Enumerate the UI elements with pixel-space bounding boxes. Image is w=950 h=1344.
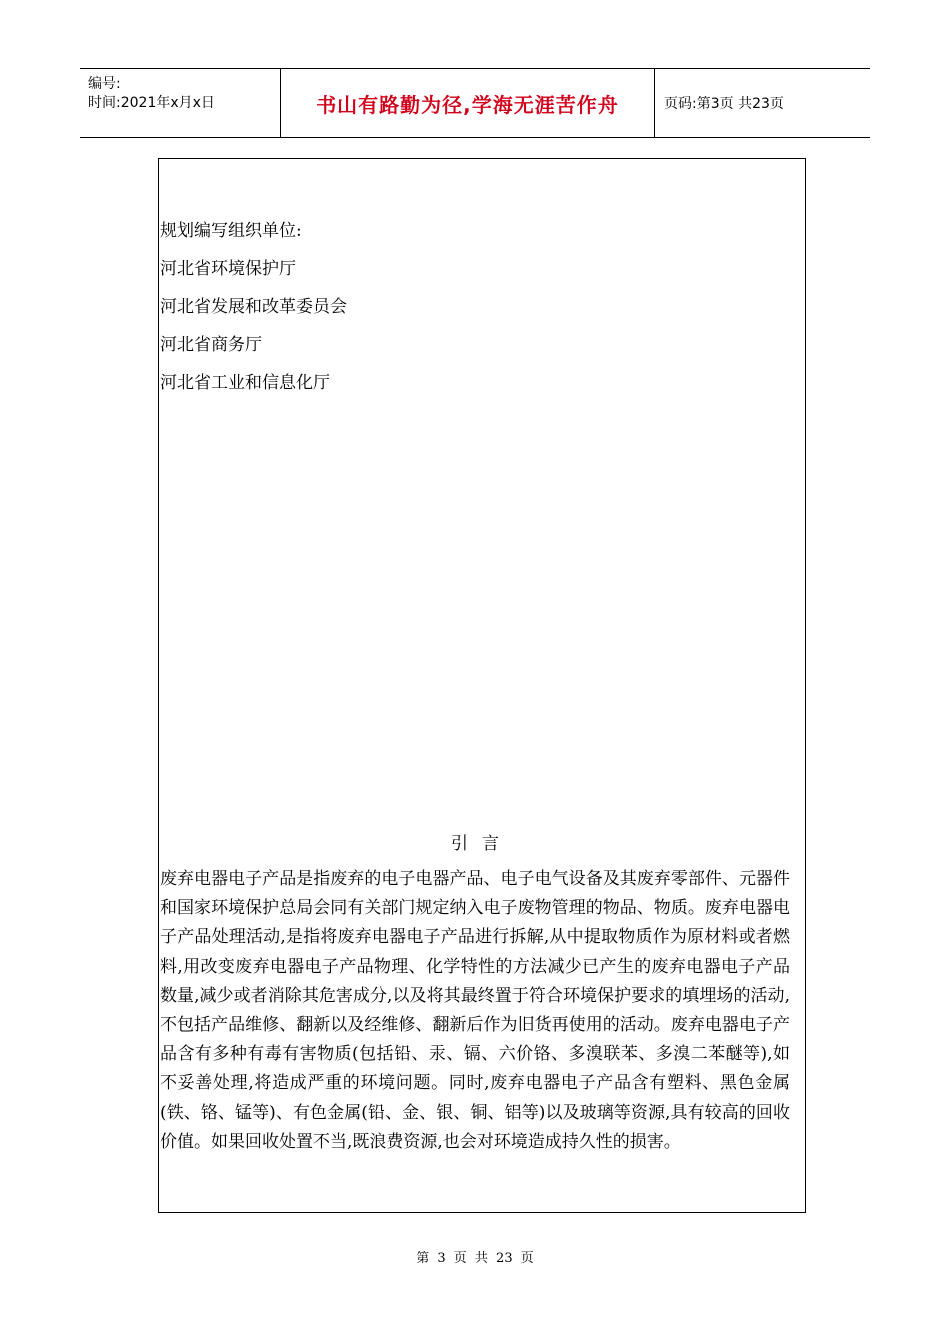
intro-paragraph: 废弃电器电子产品是指废弃的电子电器产品、电子电气设备及其废弃零部件、元器件和国家环境保护总局会同有关部门规定纳入电子废物管理的物品、物质。废弃电器电子产品处理活动,是指将废弃电器电子产品进行拆解,从中提取物质作为原材料或者燃料,用改变废弃电器电子产品物理、化学特性的方法减少已产生的废弃电器电子产品数量,减少或者消除其危害成分,以及将其最终置于符合环境保护要求的填埋场的活动,不包括产品维修、翻新以及经维修、翻新后作为旧货再使用的活动。废弃电器电子产品含有多种有毒有害物质(包括铅、汞、镉、六价铬、多溴联苯、多溴二苯醚等),如不妥善处理,将造成严重的环境问题。同时,废弃电器电子产品含有塑料、黑色金属(铁、铬、锰等)、有色金属(铅、金、银、铜、铝等)以及玻璃等资源,具有较高的回收价值。如果回收处置不当,既浪费资源,也会对环境造成持久性的损害。 — [160, 869, 790, 1152]
motto-text: 书山有路勤为径,学海无涯苦作舟 — [316, 92, 619, 117]
header-info-cell — [80, 69, 280, 137]
header-page-cell — [654, 69, 870, 137]
organizer-item: 河北省发展和改革委员会 — [160, 297, 347, 317]
header-page-number: 页码:第3页 共23页 — [664, 96, 784, 112]
organizer-item: 河北省商务厅 — [160, 335, 262, 355]
header-motto-cell — [280, 69, 655, 137]
organizers-title: 规划编写组织单位: — [160, 221, 302, 241]
organizer-item: 河北省工业和信息化厅 — [160, 373, 330, 393]
document-time-label: 时间:2021年x月x日 — [88, 95, 215, 111]
document-number-label: 编号: — [88, 76, 121, 92]
organizer-item: 河北省环境保护厅 — [160, 259, 296, 279]
page-header — [80, 68, 870, 138]
intro-heading: 引言 — [451, 834, 513, 854]
content-box — [158, 158, 806, 1213]
page-footer: 第 3 页 共 23 页 — [416, 1251, 534, 1266]
